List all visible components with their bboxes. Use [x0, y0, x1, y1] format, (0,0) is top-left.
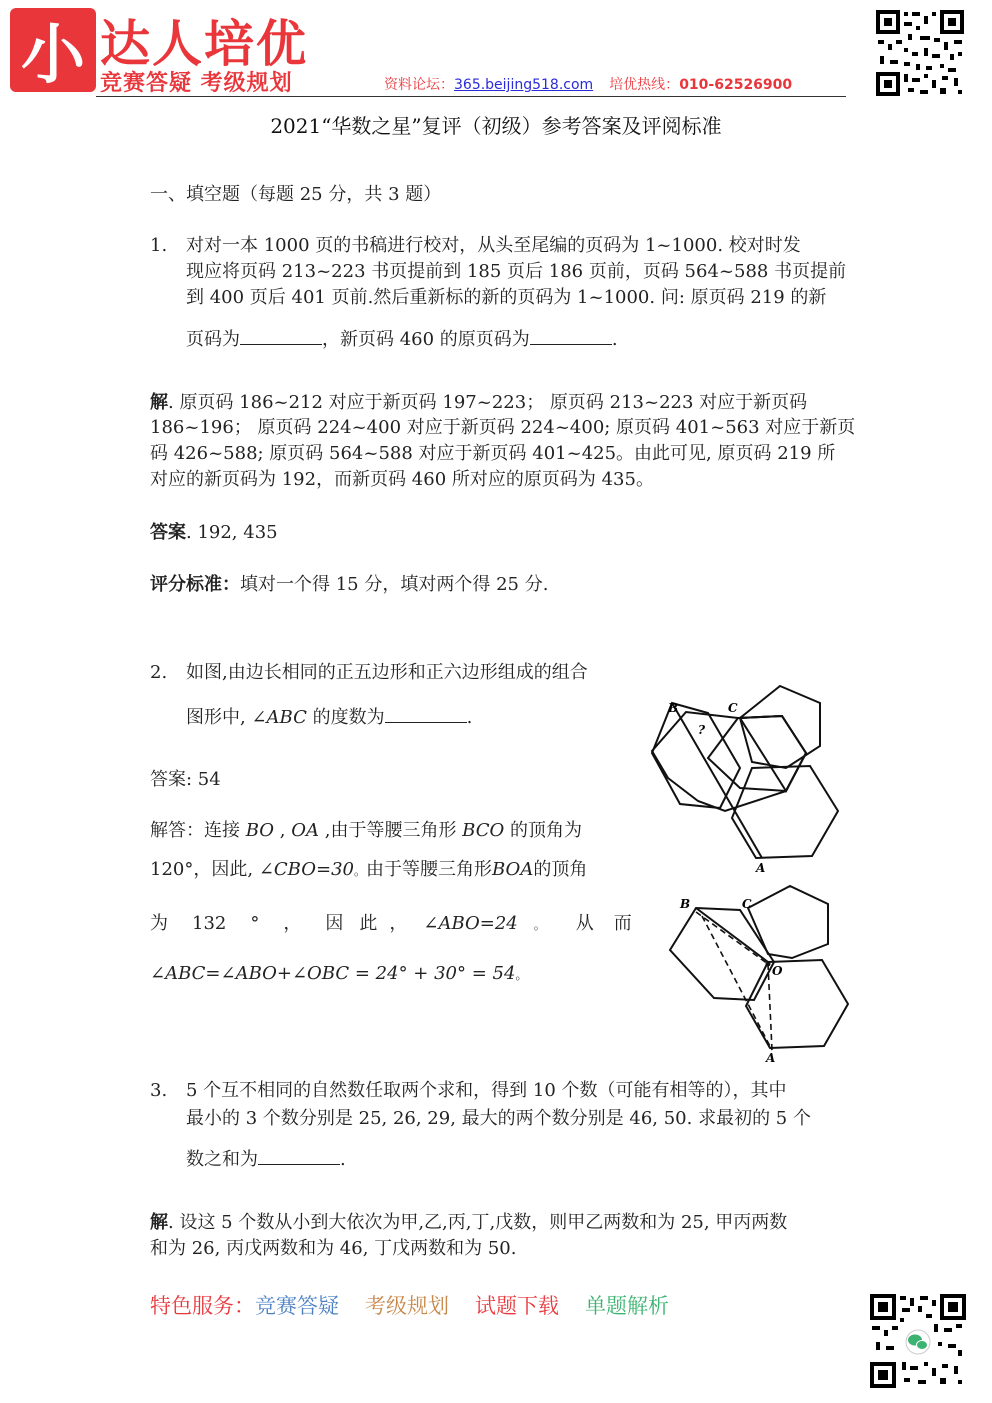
q1-solution-line-1 [150, 390, 807, 416]
pentagon-shape [748, 886, 828, 958]
services-bar [150, 1290, 695, 1320]
solution-text: 因 [325, 913, 344, 934]
q2-solution-line-4 [150, 961, 527, 988]
q2-solution-line-3 [150, 911, 650, 938]
scoring-label: 评分标准： [150, 574, 240, 595]
solution-text: . 设这 5 个数从小到大依次为甲,乙,丙,丁,戊数，则甲乙两数和为 25, 甲丙两数 [168, 1212, 788, 1233]
solution-text: . 原页码 186~212 对应于新页码 197~223； 原页码 213~223 对应于新页码 [168, 392, 808, 413]
qr-code-icon [868, 1292, 968, 1390]
answer-blank [240, 330, 322, 345]
q3-line-3 [186, 1147, 346, 1173]
q3-solution-line-1 [150, 1210, 787, 1236]
solution-text: ,由于等腰三角形 [319, 820, 463, 841]
header-divider [96, 96, 846, 97]
answer-value: . 192, 435 [186, 522, 278, 543]
scoring-text: 填对一个得 15 分，填对两个得 25 分. [240, 574, 549, 595]
forum-label: 资料论坛： [384, 77, 454, 93]
math-var: BO [245, 820, 275, 841]
q2-text: 的度数为 [306, 707, 385, 728]
label-C: C [742, 897, 752, 911]
service-link-exam-planning[interactable]: 考级规划 [365, 1294, 449, 1318]
hexagon-left-shape [652, 703, 740, 808]
math-expr: ∠ABO=24 [423, 913, 518, 934]
solution-text: ， [389, 913, 408, 934]
label-B: B [680, 897, 691, 911]
solution-text: 的顶角为 [504, 820, 582, 841]
q1-text: 页码为 [186, 329, 240, 350]
q1-solution-line-2: 186~196； 原页码 224~400 对应于新页码 224~400; 原页码 401~563 对应于新页 [150, 417, 856, 438]
solution-text: 132 [192, 913, 227, 934]
q1-number: 1. [150, 235, 168, 256]
solution-text: ， [283, 913, 302, 934]
q1-text: . [611, 329, 618, 350]
solution-text: 。 [533, 918, 546, 932]
solution-text: 解答：连接 [150, 820, 246, 841]
solution-text: 。 [515, 968, 528, 982]
q3-text: . [340, 1149, 346, 1170]
solution-text: 120°，因此, [150, 859, 259, 880]
math-var: BOA [492, 859, 534, 880]
label-A: A [766, 1051, 776, 1065]
solution-text: 此 [359, 913, 378, 934]
math-var: BCO [462, 820, 505, 841]
q1-solution-line-4: 对应的新页码为 192，而新页码 460 所对应的原页码为 435。 [150, 469, 654, 490]
label-C: C [728, 701, 738, 715]
answer-blank [258, 1150, 340, 1165]
q1-text: ，新页码 460 的原页码为 [322, 329, 530, 350]
figure-solution [662, 880, 858, 1066]
q1-answer [150, 520, 278, 546]
service-link-contest-qa[interactable]: 竞赛答疑 [255, 1294, 339, 1318]
q3-line-2: 最小的 3 个数分别是 25, 26, 29, 最大的两个数分别是 46, 50. 求最初的 5 个 [186, 1108, 811, 1129]
header-contact [384, 74, 792, 94]
answer-blank [385, 708, 467, 723]
brand-name: 达人培优 [100, 15, 308, 73]
q3-line-1: 5 个互不相同的自然数任取两个求和，得到 10 个数（可能有相等的），其中 [186, 1080, 787, 1101]
q2-solution-line-1 [150, 818, 582, 844]
hexagon-right-shape [732, 766, 838, 858]
page-title: 2021“华数之星”复评（初级）参考答案及评阅标准 [270, 114, 722, 138]
solution-text: , [274, 820, 292, 841]
math-expr: ∠ABC=∠ABO+∠OBC = 24° + 30° = 54 [150, 963, 516, 984]
q2-solution-line-2 [150, 857, 587, 884]
forum-link[interactable]: 365.beijing518.com [454, 77, 594, 93]
angle-symbol: ∠ABC [251, 707, 307, 728]
hotline-label: 培优热线： [609, 77, 680, 93]
hexagon-right-shape [746, 960, 848, 1048]
service-link-analysis[interactable]: 单题解析 [585, 1294, 669, 1318]
label-A: A [756, 861, 766, 875]
q2-answer: 答案: 54 [150, 769, 221, 790]
q3-solution-line-2: 和为 26, 丙戊两数和为 46, 丁戊两数和为 50. [150, 1238, 517, 1259]
q2-line-1: 如图,由边长相同的正五边形和正六边形组成的组合 [186, 662, 588, 683]
solution-text: 而 [613, 913, 632, 934]
q1-line-2: 现应将页码 213~223 书页提前到 185 页后 186 页前，页码 564~588 书页提前 [186, 261, 847, 282]
section-heading: 一、填空题（每题 25 分，共 3 题） [150, 184, 442, 205]
solution-text: 的顶角 [533, 859, 588, 880]
q2-text: . [466, 707, 473, 728]
q1-scoring [150, 572, 548, 598]
answer-blank [530, 330, 612, 345]
answer-label: 答案 [150, 522, 186, 543]
solution-text: 从 [575, 913, 594, 934]
point-O [766, 962, 771, 967]
q2-text: 图形中, [186, 707, 252, 728]
q2-number: 2. [150, 662, 168, 683]
service-link-download[interactable]: 试题下载 [475, 1294, 559, 1318]
logo-mark [10, 8, 96, 92]
math-expr: ∠CBO=30 [258, 859, 354, 880]
segment-BA-dashed [702, 916, 772, 1050]
solution-text: ° [250, 913, 260, 934]
q1-line-3: 到 400 页后 401 页前.然后重新标的新的页码为 1~1000. 问: 原页码 219 的新 [186, 287, 827, 308]
segment-BA [672, 703, 762, 858]
label-question: ? [698, 723, 706, 737]
logo-char: 小 [21, 19, 85, 93]
q3-number: 3. [150, 1080, 168, 1101]
qr-code-icon [874, 8, 966, 98]
q1-line-4 [186, 327, 618, 353]
pentagon-shape [740, 686, 820, 768]
label-B: B [668, 701, 679, 715]
label-O: O [772, 964, 783, 978]
solution-text: 由于等腰三角形 [366, 859, 492, 880]
solution-text: 。 [353, 864, 366, 878]
hotline-number: 010-62526900 [679, 77, 793, 93]
q1-line-1: 对对一本 1000 页的书稿进行校对，从头至尾编的页码为 1~1000. 校对时发 [186, 235, 801, 256]
solution-text: 为 [150, 913, 168, 934]
brand-tagline: 竞赛答疑 考级规划 [100, 71, 293, 96]
q1-solution-line-3: 码 426~588; 原页码 564~588 对应于新页码 401~425。由此可见, 原页码 219 所 [150, 443, 836, 464]
math-var: OA [291, 820, 319, 841]
q2-line-2 [186, 705, 472, 731]
q3-text: 数之和为 [186, 1149, 258, 1170]
solution-label: 解 [150, 392, 168, 413]
services-label: 特色服务： [150, 1294, 255, 1318]
solution-label: 解 [150, 1212, 168, 1233]
figure-pentagon-hexagon [640, 678, 850, 878]
